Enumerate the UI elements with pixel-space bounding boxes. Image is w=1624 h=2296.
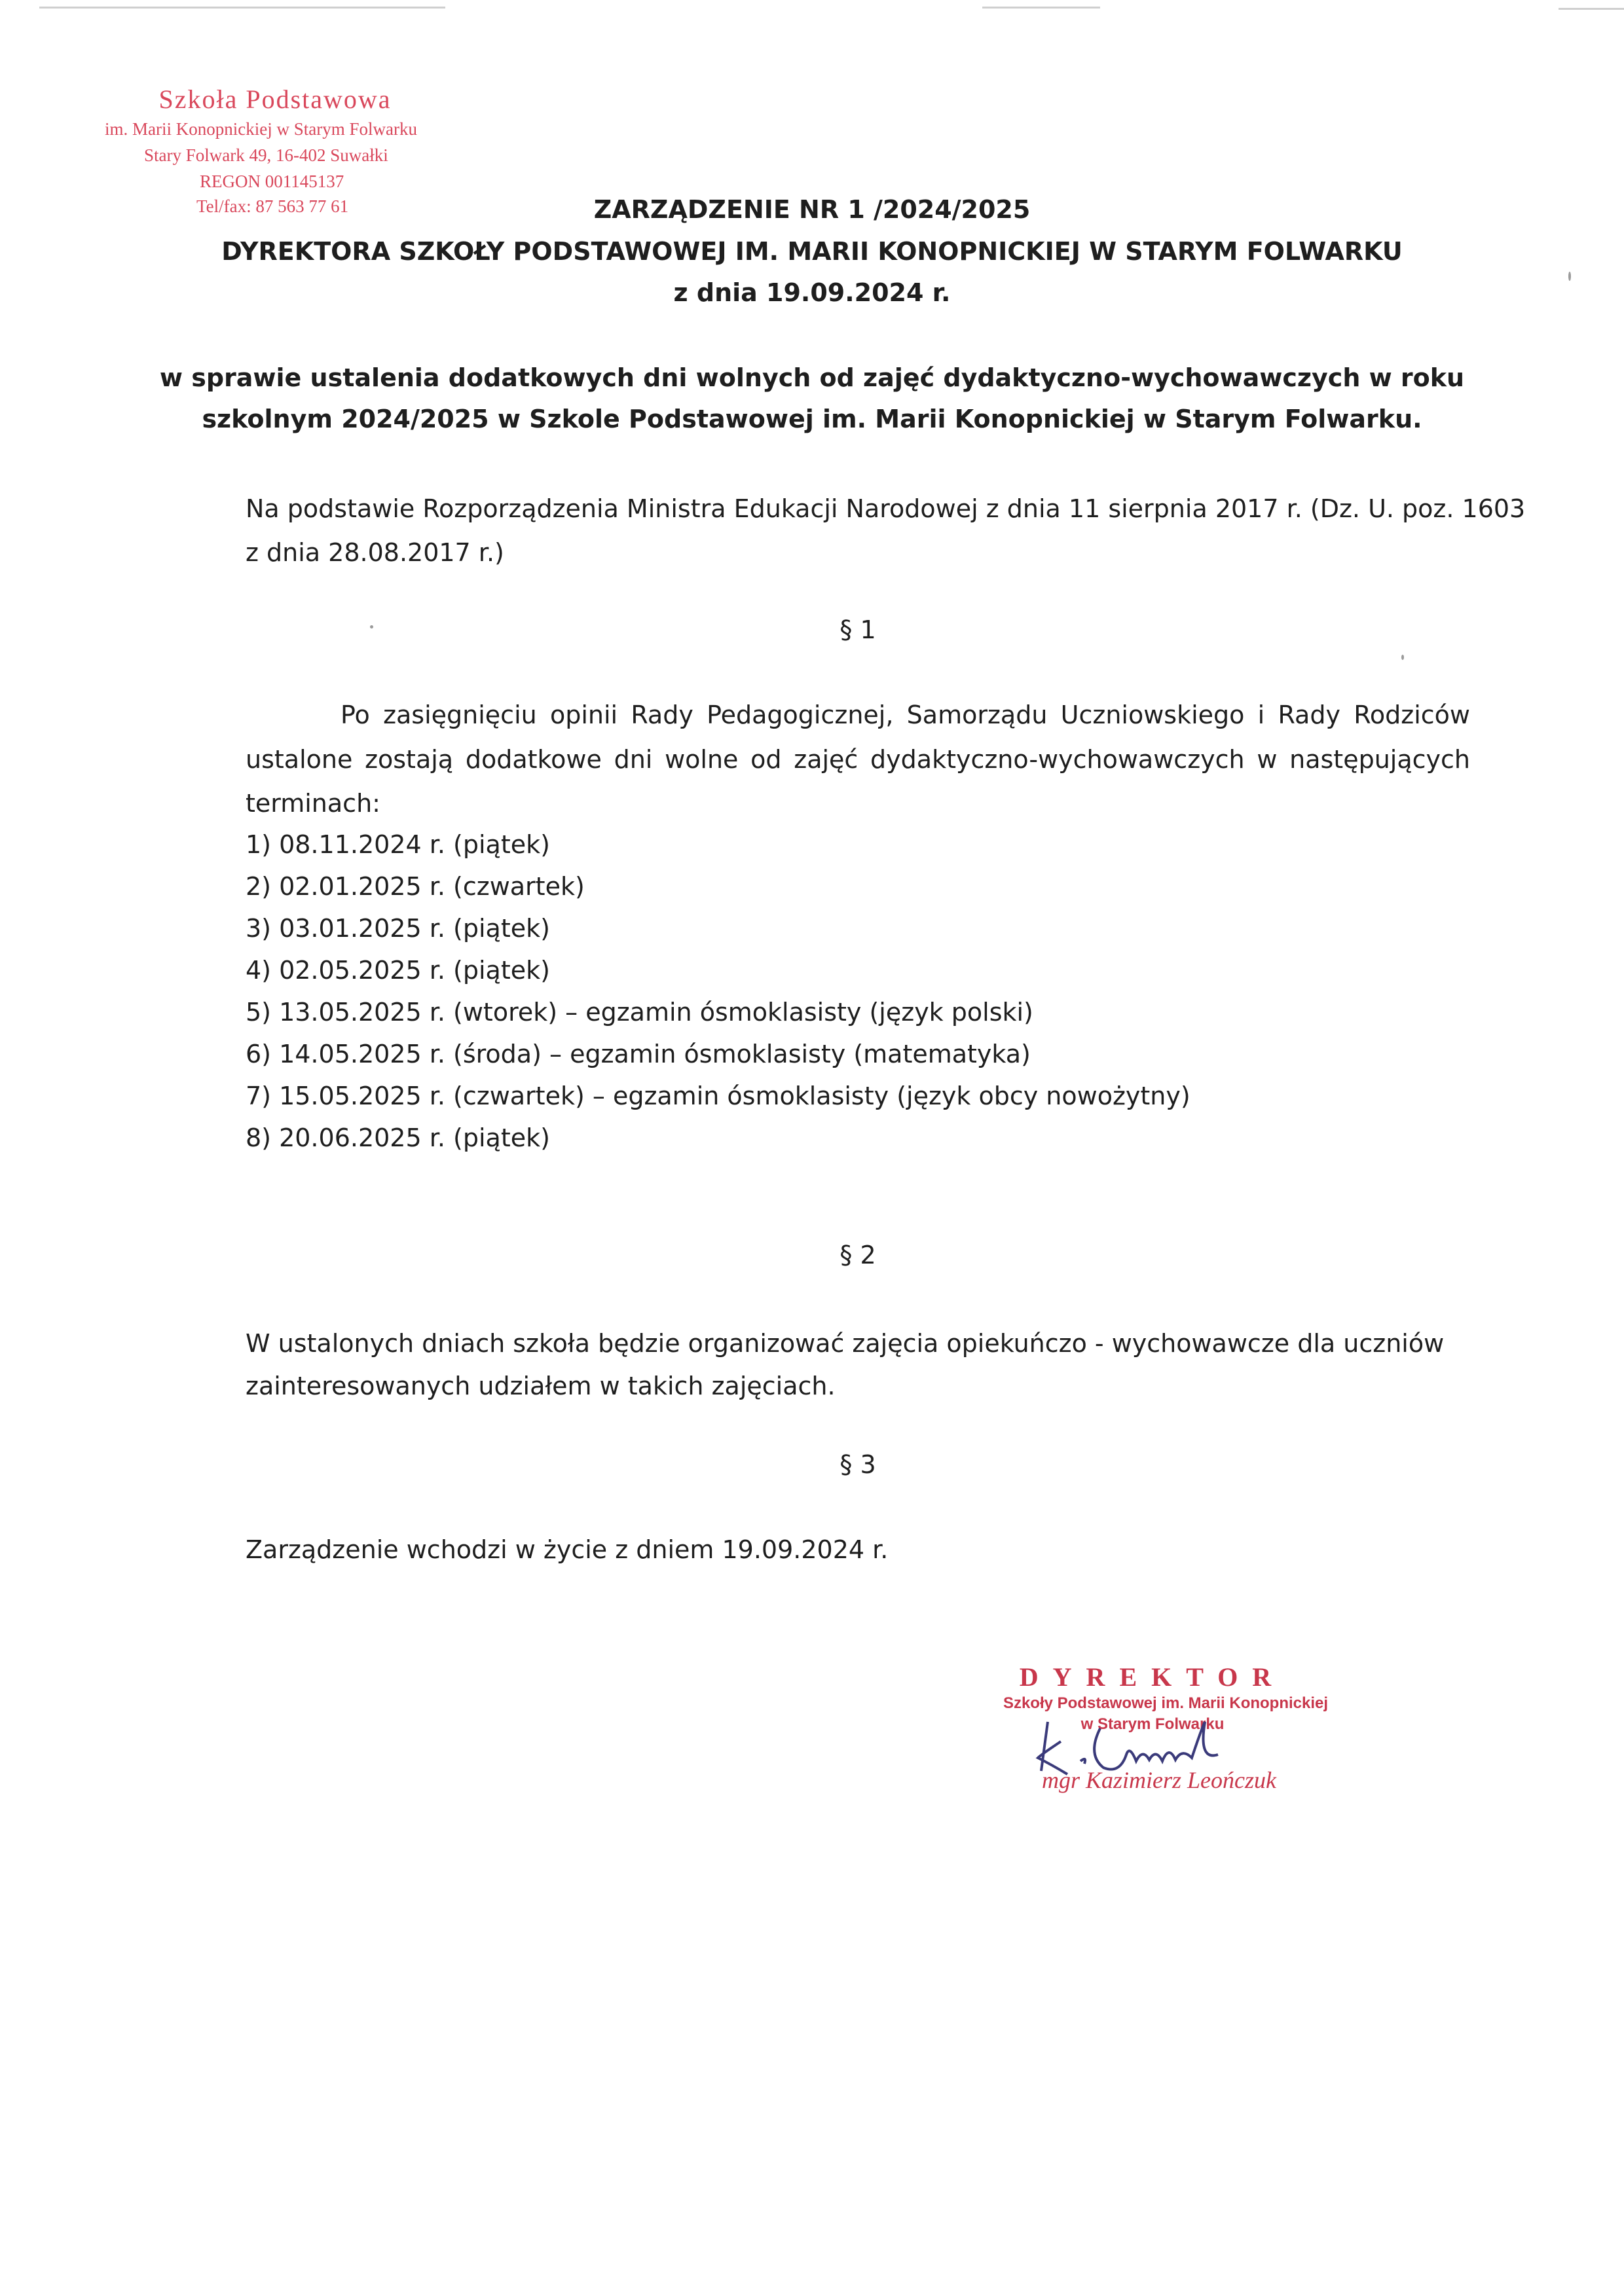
school-stamp-line2: Stary Folwark 49, 16-402 Suwałki bbox=[144, 145, 388, 165]
list-item: 2) 02.01.2025 r. (czwartek) bbox=[246, 872, 585, 901]
list-item: 5) 13.05.2025 r. (wtorek) – egzamin ósmoklasisty (język polski) bbox=[246, 998, 1033, 1027]
subject-line2: szkolnym 2024/2025 w Szkole Podstawowej im. Marii Konopnickiej w Starym Folwarku. bbox=[202, 405, 1422, 433]
legal-basis-line1: Na podstawie Rozporządzenia Ministra Edukacji Narodowej z dnia 11 sierpnia 2017 r. (Dz. U. poz. 1603 bbox=[246, 494, 1526, 523]
scan-edge-top-right bbox=[1559, 8, 1624, 10]
section2-heading: § 2 bbox=[840, 1241, 876, 1269]
legal-basis-line2: z dnia 28.08.2017 r.) bbox=[246, 538, 504, 567]
school-stamp-name: Szkoła Podstawowa bbox=[158, 84, 392, 114]
school-stamp-line3: REGON 001145137 bbox=[200, 172, 344, 191]
school-stamp-line4: Tel/fax: 87 563 77 61 bbox=[196, 196, 349, 216]
list-item: 3) 03.01.2025 r. (piątek) bbox=[246, 914, 550, 943]
section3-heading: § 3 bbox=[840, 1450, 876, 1479]
document-date: z dnia 19.09.2024 r. bbox=[673, 278, 951, 307]
school-stamp-line1: im. Marii Konopnickiej w Starym Folwarku bbox=[105, 119, 417, 139]
section2-line1: W ustalonych dniach szkoła będzie organizować zajęcia opiekuńczo - wychowawcze dla uczniów bbox=[246, 1329, 1445, 1358]
list-item: 8) 20.06.2025 r. (piątek) bbox=[246, 1123, 550, 1152]
section1-line2: ustalone zostają dodatkowe dni wolne od zajęć dydaktyczno-wychowawczych w następujących bbox=[246, 745, 1470, 774]
section1-heading: § 1 bbox=[840, 615, 876, 644]
scan-edge-top-left bbox=[39, 7, 445, 9]
list-item: 4) 02.05.2025 r. (piątek) bbox=[246, 956, 550, 985]
scan-speck bbox=[1568, 272, 1571, 281]
section1-line3: terminach: bbox=[246, 789, 380, 818]
director-stamp-title: DYREKTOR bbox=[1019, 1662, 1286, 1692]
document-authority: DYREKTORA SZKOŁY PODSTAWOWEJ IM. MARII KONOPNICKIEJ W STARYM FOLWARKU bbox=[221, 237, 1403, 266]
scan-edge-top-center bbox=[982, 7, 1100, 9]
list-item: 1) 08.11.2024 r. (piątek) bbox=[246, 830, 550, 859]
director-stamp-line1: Szkoły Podstawowej im. Marii Konopnickiej bbox=[1003, 1694, 1329, 1712]
list-item: 6) 14.05.2025 r. (środa) – egzamin ósmoklasisty (matematyka) bbox=[246, 1040, 1031, 1068]
days-off-list bbox=[246, 824, 1190, 1159]
director-stamp-line2: w Starym Folwarku bbox=[1080, 1715, 1225, 1733]
scan-speck bbox=[370, 625, 373, 629]
scan-speck bbox=[1401, 655, 1404, 660]
section3-text: Zarządzenie wchodzi w życie z dniem 19.09.2024 r. bbox=[246, 1535, 889, 1564]
section2-line2: zainteresowanych udziałem w takich zajęciach. bbox=[246, 1372, 836, 1400]
director-stamp-name: mgr Kazimierz Leończuk bbox=[1042, 1767, 1276, 1793]
subject-line1: w sprawie ustalenia dodatkowych dni wolnych od zajęć dydaktyczno-wychowawczych w roku bbox=[159, 363, 1465, 392]
section1-line1: Po zasięgnięciu opinii Rady Pedagogicznej, Samorządu Uczniowskiego i Rady Rodziców bbox=[341, 701, 1470, 729]
list-item: 7) 15.05.2025 r. (czwartek) – egzamin ósmoklasisty (język obcy nowożytny) bbox=[246, 1082, 1190, 1110]
document-title: ZARZĄDZENIE NR 1 /2024/2025 bbox=[593, 195, 1031, 224]
